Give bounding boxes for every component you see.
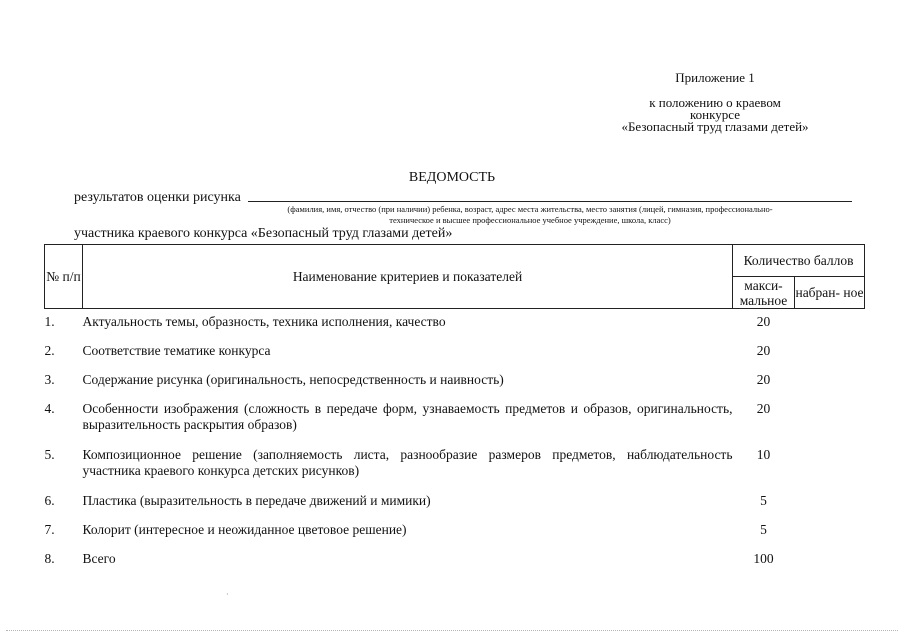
- row-criterion: Соответствие тематике конкурса: [82, 343, 271, 358]
- participant-line: участника краевого конкурса «Безопасный труд глазами детей»: [74, 226, 453, 241]
- header-scored-points: набран- ное: [795, 277, 865, 309]
- row-number: 3.: [44, 372, 55, 387]
- row-criterion: Актуальность темы, образность, техника исполнения, качество: [82, 314, 446, 329]
- row-scored-points: [795, 493, 865, 522]
- row-scored-points: [795, 309, 865, 344]
- row-max-points: 100: [753, 551, 774, 566]
- row-number: 5.: [44, 447, 55, 462]
- row-scored-points: [795, 343, 865, 372]
- appendix-title: Приложение 1: [675, 70, 755, 85]
- row-criterion: Композиционное решение (заполняемость листа, разнообразие размеров предметов, наблюдательность участника краевого конкурса детских рисунков): [82, 447, 733, 478]
- table-row: [45, 372, 865, 401]
- fill-hint-line-1: (фамилия, имя, отчество (при наличии) ребенка, возраст, адрес места жительства, место занятия (лицей, гимназия, профессионально-: [287, 204, 773, 214]
- table-row: [45, 343, 865, 372]
- name-fill-line: [248, 201, 852, 202]
- appendix-line-3: «Безопасный труд глазами детей»: [621, 119, 809, 134]
- header-max-points: макси- мальное: [733, 277, 795, 309]
- row-scored-points: [795, 401, 865, 447]
- table-row: [45, 309, 865, 344]
- criteria-table: [44, 244, 865, 580]
- row-criterion: Содержание рисунка (оригинальность, непосредственность и наивность): [82, 372, 504, 387]
- table-row: [45, 551, 865, 580]
- row-number: 7.: [44, 522, 55, 537]
- header-criteria: Наименование критериев и показателей: [83, 245, 733, 309]
- table-row: [45, 493, 865, 522]
- appendix-line-1: к положению о краевом: [649, 95, 781, 110]
- table-row: [45, 401, 865, 447]
- row-max-points: 20: [756, 314, 771, 329]
- row-criterion: Особенности изображения (сложность в передаче форм, узнаваемость предметов и образов, оригинальность, выразительность раскрытия образов): [82, 401, 733, 432]
- row-max-points: 20: [756, 343, 771, 358]
- row-scored-points: [795, 522, 865, 551]
- row-criterion: Пластика (выразительность в передаче движений и мимики): [82, 493, 431, 508]
- row-criterion: Всего: [82, 551, 116, 566]
- row-number: 1.: [44, 314, 55, 329]
- row-number: 8.: [44, 551, 55, 566]
- scan-speck: ·: [226, 590, 229, 599]
- appendix-line-2: конкурсе: [690, 107, 740, 122]
- header-points-group: Количество баллов: [733, 245, 865, 277]
- row-criterion: Колорит (интересное и неожиданное цветовое решение): [82, 522, 407, 537]
- scan-edge: [6, 630, 898, 631]
- row-max-points: 5: [760, 522, 767, 537]
- row-max-points: 20: [756, 372, 771, 387]
- row-scored-points: [795, 372, 865, 401]
- result-label: результатов оценки рисунка: [74, 190, 241, 205]
- row-scored-points: [795, 447, 865, 493]
- row-number: 6.: [44, 493, 55, 508]
- row-max-points: 5: [760, 493, 767, 508]
- fill-hint-line-2: техническое и высшее профессиональное учебное учреждение, школа, класс): [389, 215, 671, 225]
- row-max-points: 20: [756, 401, 771, 416]
- row-number: 2.: [44, 343, 55, 358]
- header-number: № п/п: [45, 245, 83, 309]
- row-scored-points: [795, 551, 865, 580]
- row-number: 4.: [44, 401, 55, 416]
- table-row: [45, 447, 865, 493]
- document-title: ВЕДОМОСТЬ: [408, 170, 496, 185]
- table-row: [45, 522, 865, 551]
- row-max-points: 10: [756, 447, 771, 462]
